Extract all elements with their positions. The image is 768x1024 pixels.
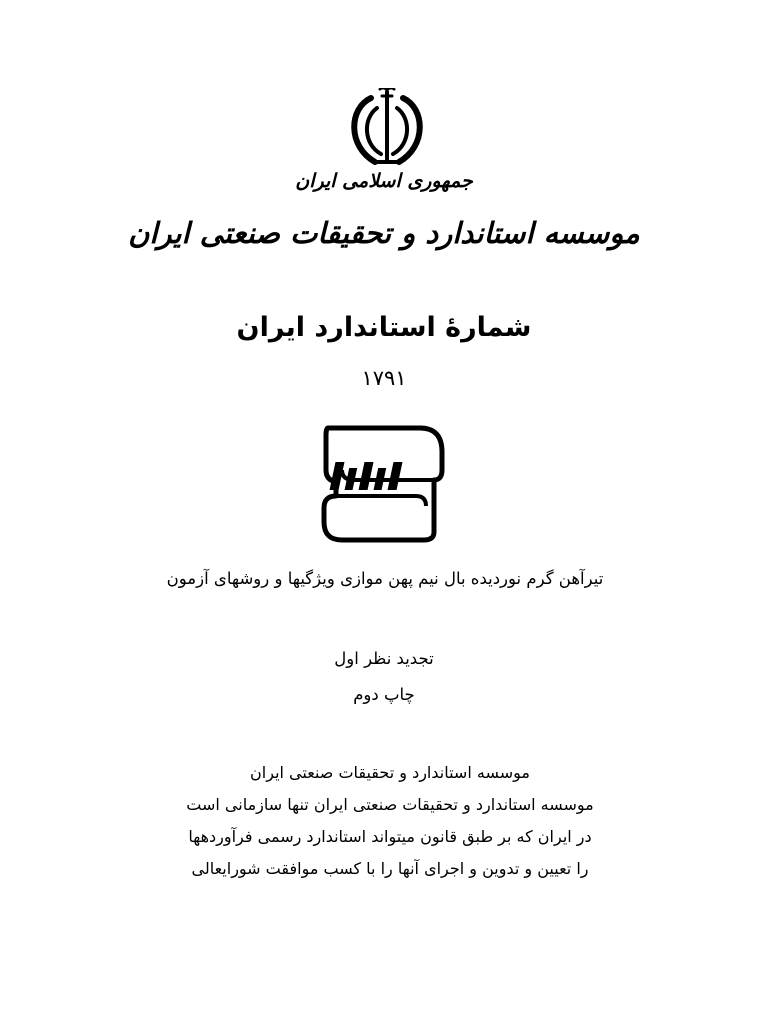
isiri-logo-icon xyxy=(318,422,448,544)
statement-line-2: موسسه استاندارد و تحقیقات صنعتی ایران تنها سازمانی است xyxy=(186,795,594,814)
statement-line-4: را تعیین و تدوین و اجرای آنها را با کسب موافقت شورایعالی xyxy=(191,859,589,878)
republic-line: جمهوری اسلامی ایران xyxy=(295,170,473,192)
edition-label: چاپ دوم xyxy=(353,685,415,704)
institute-heading: موسسه استاندارد و تحقیقات صنعتی ایران xyxy=(128,216,640,250)
standard-number-heading: شمارهٔ استاندارد ایران xyxy=(236,312,532,343)
standard-number: ۱۷۹۱ xyxy=(361,366,407,390)
document-title: تیرآهن گرم نوردیده بال نیم پهن موازی ویژگیها و روشهای آزمون xyxy=(166,569,604,588)
statement-line-3: در ایران که بر طبق قانون میتواند استاندارد رسمی فرآوردهها xyxy=(188,827,592,846)
revision-label: تجدید نظر اول xyxy=(334,649,434,668)
iran-emblem-icon xyxy=(343,88,431,168)
statement-line-1: موسسه استاندارد و تحقیقات صنعتی ایران xyxy=(250,763,530,782)
